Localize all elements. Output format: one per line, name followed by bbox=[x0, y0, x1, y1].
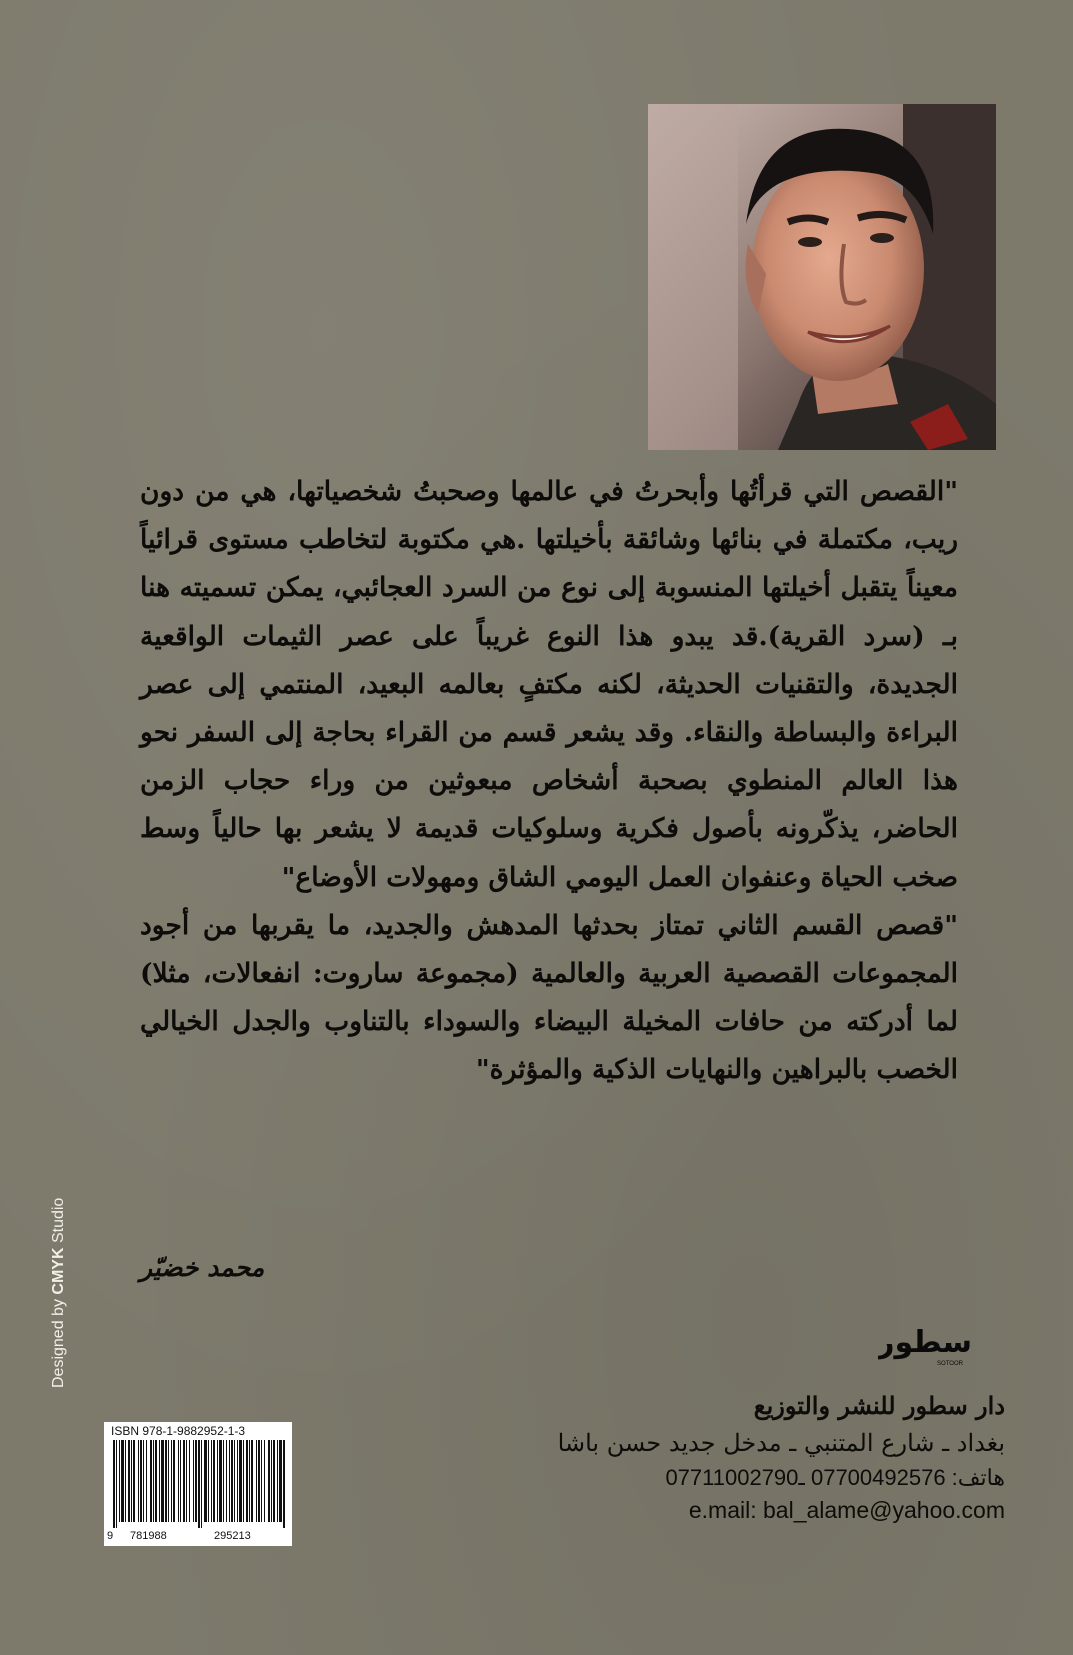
barcode-stripe bbox=[125, 1440, 126, 1522]
barcode-stripe bbox=[231, 1440, 233, 1522]
barcode-stripe bbox=[180, 1440, 181, 1522]
barcode-digit-first: 9 bbox=[107, 1530, 114, 1542]
barcode-stripe bbox=[178, 1440, 179, 1522]
publisher-name: دار سطور للنشر والتوزيع bbox=[753, 1391, 1005, 1420]
barcode-stripe bbox=[150, 1440, 152, 1522]
barcode-stripe bbox=[153, 1440, 154, 1522]
barcode-stripe bbox=[261, 1440, 262, 1522]
barcode-stripe bbox=[211, 1440, 212, 1522]
barcode-stripe bbox=[140, 1440, 142, 1522]
barcode-stripe bbox=[171, 1440, 172, 1522]
barcode-stripe bbox=[133, 1440, 135, 1522]
barcode-stripe bbox=[173, 1440, 175, 1522]
isbn-label: ISBN 978-1-9882952-1-3 bbox=[111, 1424, 246, 1438]
barcode-stripe bbox=[201, 1440, 202, 1528]
barcode-stripe bbox=[237, 1440, 238, 1522]
blurb-text bbox=[140, 468, 958, 1095]
credit-brand: CMYK bbox=[50, 1247, 67, 1295]
barcode-stripe bbox=[198, 1440, 200, 1528]
barcode-stripe bbox=[155, 1440, 157, 1522]
barcode-stripe bbox=[195, 1440, 197, 1522]
blurb-signature: محمد خضيّر bbox=[140, 1253, 265, 1282]
barcode-stripe bbox=[193, 1440, 194, 1522]
barcode-stripe bbox=[268, 1440, 270, 1522]
barcode-stripe bbox=[186, 1440, 187, 1522]
barcode-stripe bbox=[249, 1440, 250, 1522]
barcode-stripe bbox=[161, 1440, 164, 1522]
credit-suffix: Studio bbox=[50, 1197, 67, 1244]
barcode-stripe bbox=[219, 1440, 222, 1522]
publisher-info bbox=[500, 1388, 1005, 1526]
logo-text: سطور bbox=[878, 1325, 972, 1360]
credit-prefix: Designed by bbox=[50, 1299, 67, 1388]
barcode-bars bbox=[111, 1440, 287, 1528]
author-photo bbox=[648, 104, 996, 450]
barcode-stripe bbox=[116, 1440, 117, 1528]
designer-credit bbox=[50, 1198, 68, 1388]
barcode-stripe bbox=[217, 1440, 218, 1522]
barcode-stripe bbox=[208, 1440, 209, 1522]
logo-subtext: SOTOOR bbox=[937, 1361, 963, 1367]
blurb-paragraph: "القصص التي قرأتُها وأبحرتُ في عالمها وصحبتُ شخصياتها، هي من دون ريب، مكتملة في بنائها وشائقة بأخيلتها .هي مكتوبة لتخاطب مستوى قرائياً معيناً يتقبل أخيلتها المنسوبة إلى نوع من السرد العجائبي، يمكن تسميته هنا بـ (سرد القرية).قد يبدو هذا النوع غريباً على عصر الثيمات الواقعية الجديدة، والتقنيات الحديثة، لكنه مكتفٍ بعالمه البعيد، المنتمي إلى عصر البراءة والبساطة والنقاء. وقد يشعر قسم من القراء بحاجة إلى السفر نحو هذا العالم المنطوي بصحبة أشخاص مبعوثين من وراء حجاب الزمن الحاضر، يذكّرونه بأصول فكرية وسلوكيات قديمة لا يشعر بها حالياً وسط صخب الحياة وعنفوان العمل اليومي الشاق ومهولات الأوضاع" bbox=[140, 476, 958, 893]
barcode-stripe bbox=[279, 1440, 282, 1522]
barcode-stripe bbox=[264, 1440, 265, 1522]
barcode-stripe bbox=[143, 1440, 144, 1522]
barcode-stripe bbox=[119, 1440, 120, 1522]
barcode-stripe bbox=[251, 1440, 253, 1522]
barcode-stripe bbox=[131, 1440, 132, 1522]
barcode-stripe bbox=[183, 1440, 185, 1522]
barcode-stripe bbox=[189, 1440, 190, 1522]
publisher-phone: هاتف: 07700492576 ـ07711002790 bbox=[665, 1465, 1005, 1490]
barcode-stripe bbox=[165, 1440, 167, 1522]
barcode-stripe bbox=[226, 1440, 227, 1522]
barcode-stripe bbox=[113, 1440, 115, 1528]
barcode-stripe bbox=[138, 1440, 139, 1522]
barcode-stripe bbox=[258, 1440, 260, 1522]
blurb-paragraph: "قصص القسم الثاني تمتاز بحدثها المدهش والجديد، ما يقربها من أجود المجموعات القصصية العربية والعالمية (مجموعة ساروت: انفعالات، مثلا) لما أدركته من حافات المخيلة البيضاء والسوداء بالتناوب والجدل الخيالي الخصب بالبراهين والنهايات الذكية والمؤثرة" bbox=[140, 909, 958, 1086]
barcode-stripe bbox=[223, 1440, 224, 1522]
barcode-stripe bbox=[146, 1440, 147, 1522]
barcode-stripe bbox=[277, 1440, 278, 1522]
barcode-stripe bbox=[243, 1440, 244, 1522]
barcode-digits-left: 781988 bbox=[130, 1530, 167, 1542]
barcode-digits-right: 295213 bbox=[214, 1530, 251, 1542]
barcode-stripe bbox=[273, 1440, 275, 1522]
barcode-stripe bbox=[256, 1440, 257, 1522]
barcode-stripe bbox=[168, 1440, 169, 1522]
barcode-stripe bbox=[246, 1440, 248, 1522]
barcode-stripe bbox=[283, 1440, 285, 1528]
barcode-stripe bbox=[128, 1440, 130, 1522]
barcode-stripe bbox=[121, 1440, 124, 1522]
publisher-address: بغداد ـ شارع المتنبي ـ مدخل جديد حسن باشا bbox=[557, 1429, 1005, 1457]
publisher-email: e.mail: bal_alame@yahoo.com bbox=[688, 1497, 1005, 1523]
barcode-digits bbox=[104, 1530, 292, 1544]
barcode-stripe bbox=[234, 1440, 235, 1522]
barcode-stripe bbox=[239, 1440, 242, 1522]
barcode-stripe bbox=[229, 1440, 230, 1522]
barcode-stripe bbox=[159, 1440, 160, 1522]
isbn-barcode bbox=[104, 1422, 292, 1546]
barcode-stripe bbox=[204, 1440, 207, 1522]
publisher-logo bbox=[878, 1320, 974, 1368]
barcode-stripe bbox=[271, 1440, 272, 1522]
barcode-stripe bbox=[213, 1440, 215, 1522]
